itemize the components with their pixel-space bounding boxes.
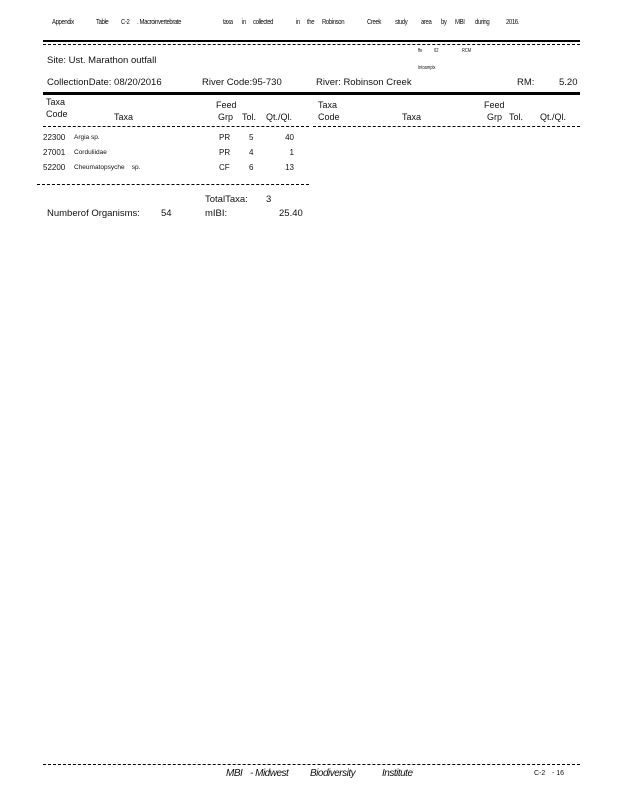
mibi-label: mIBI:: [205, 208, 228, 219]
total-taxa-value: 3: [266, 194, 272, 205]
caption-word: study: [395, 17, 408, 26]
header-small-d: Intoamplx: [418, 65, 436, 71]
row-taxa: Cheumatopsyche sp.: [74, 164, 141, 171]
header-small-b: 02: [434, 48, 439, 54]
row-tol: 6: [249, 163, 254, 172]
row-qt: 1: [289, 148, 294, 157]
rows-dash: [37, 184, 309, 185]
col-feed-2-right: Grp: [487, 112, 503, 122]
collection-date: CollectionDate: 08/20/2016: [47, 77, 162, 88]
footer-dash: [43, 764, 580, 765]
col-taxa-code-2-right: Code: [318, 112, 340, 122]
row-feed: PR: [219, 133, 231, 142]
mibi-value: 25.40: [279, 208, 303, 219]
top-rule: [43, 40, 580, 42]
info-rule: [43, 92, 580, 95]
col-taxa-code-1-right: Taxa: [318, 100, 338, 110]
col-taxa-code-2: Code: [46, 109, 68, 119]
footer-word: Institute: [382, 768, 413, 779]
num-organisms-label: Numberof Organisms:: [47, 208, 140, 219]
footer-word: MBI: [226, 768, 243, 779]
caption-word: in: [296, 17, 300, 26]
col-taxa: Taxa: [114, 112, 134, 122]
footer-word: Biodiversity: [310, 768, 356, 779]
rm-label: RM:: [517, 77, 535, 88]
col-feed-1-right: Feed: [484, 100, 505, 110]
col-tol: Tol.: [242, 112, 257, 122]
caption-word: . Macroinvertebrate: [137, 17, 182, 26]
col-tol-right: Tol.: [509, 112, 524, 122]
header-dash-left: [43, 126, 309, 127]
caption-word: C-2: [121, 17, 130, 26]
row-taxa: Corduliidae: [74, 149, 107, 156]
caption-word: 2016.: [506, 17, 520, 26]
river-code: River Code:95-730: [202, 77, 282, 88]
footer-page-2: - 16: [552, 770, 565, 777]
caption-word: the: [307, 17, 315, 26]
col-qt-right: Qt./Ql.: [540, 112, 567, 122]
row-tol: 5: [249, 133, 254, 142]
caption-word: during: [475, 17, 490, 26]
rm-value: 5.20: [559, 77, 578, 88]
header-small-a: ffe: [418, 48, 423, 54]
caption-word: Table: [96, 17, 109, 26]
col-feed-1: Feed: [216, 100, 237, 110]
caption-word: Appendix: [52, 17, 74, 26]
row-qt: 13: [285, 163, 294, 172]
row-qt: 40: [285, 133, 294, 142]
row-taxa: Argia sp.: [74, 134, 100, 141]
col-qt: Qt./Ql.: [266, 112, 293, 122]
row-feed: CF: [219, 163, 230, 172]
col-feed-2: Grp: [218, 112, 234, 122]
row-feed: PR: [219, 148, 231, 157]
total-taxa-label: TotalTaxa:: [205, 194, 248, 205]
header-small-c: RCM: [462, 48, 472, 54]
caption-word: Creek: [367, 17, 382, 26]
col-taxa-right: Taxa: [402, 112, 422, 122]
top-dash-rule: [43, 44, 580, 45]
caption-word: area: [421, 17, 432, 26]
col-taxa-code-1: Taxa: [46, 97, 66, 107]
caption-word: MBI: [455, 17, 465, 26]
row-code: 27001: [43, 148, 66, 157]
num-organisms-value: 54: [161, 208, 172, 219]
row-tol: 4: [249, 148, 254, 157]
site-label: Site: Ust. Marathon outfall: [47, 55, 157, 66]
row-code: 52200: [43, 163, 66, 172]
caption-word: by: [441, 17, 447, 26]
caption-word: taxa: [223, 17, 233, 26]
caption-word: in: [242, 17, 246, 26]
caption-word: Robinson: [322, 17, 345, 26]
row-code: 22300: [43, 133, 66, 142]
river-name: River: Robinson Creek: [316, 77, 412, 88]
header-dash-right: [313, 126, 580, 127]
caption-word: collected: [253, 17, 274, 26]
footer-page-1: C-2: [534, 770, 546, 777]
footer-word: - Midwest: [250, 768, 289, 779]
